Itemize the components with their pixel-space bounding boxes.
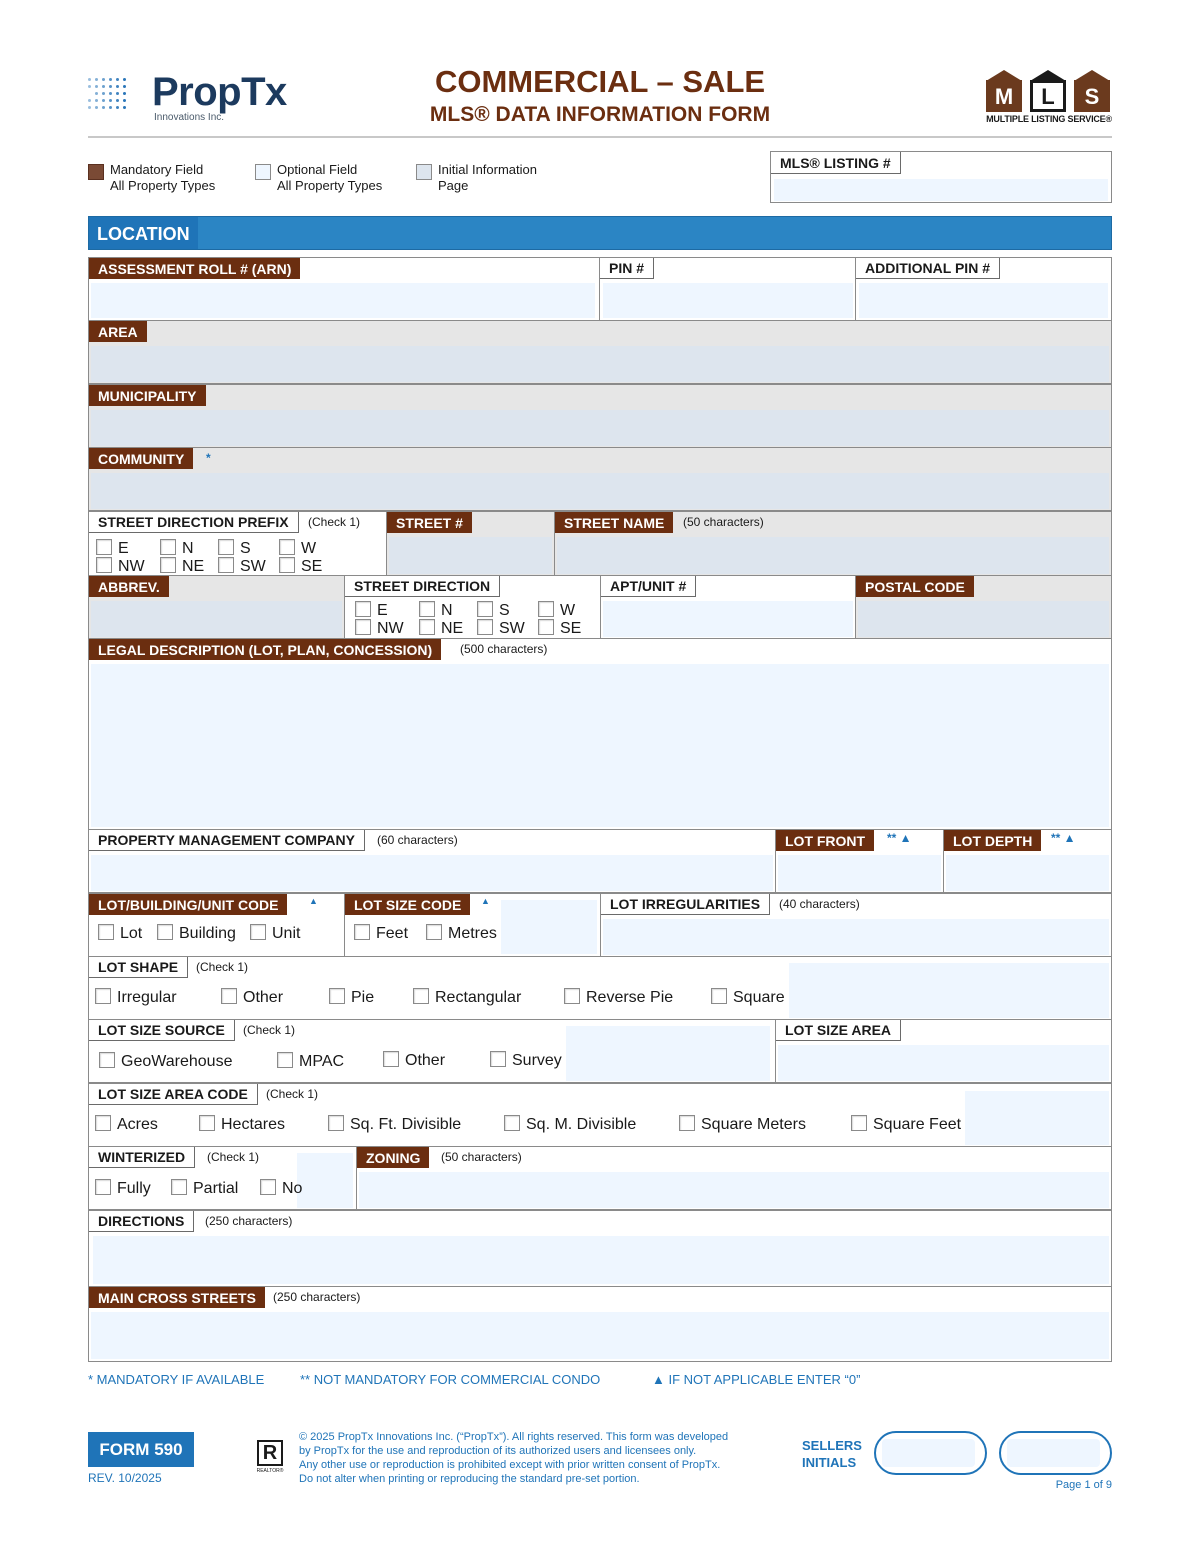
community-mark: * [206, 451, 211, 465]
page-title: COMMERCIAL – SALE [434, 64, 766, 99]
street-dir-prefix-field [88, 511, 387, 576]
lot-size-area-input[interactable] [778, 1045, 1109, 1081]
source-mpac-checkbox[interactable]: MPAC [277, 1052, 344, 1071]
municipality-field [88, 384, 1112, 448]
lot-depth-mark: ** ▲ [1051, 831, 1076, 845]
lot-size-code-mark: ▲ [481, 896, 490, 906]
section-location [88, 216, 1112, 250]
zoning-field [356, 1146, 1112, 1210]
pin-input[interactable] [603, 283, 853, 318]
dir-prefix-se-checkbox[interactable]: SE [279, 557, 322, 576]
area-label: AREA [89, 321, 147, 342]
lot-irregularities-input[interactable] [603, 919, 1109, 955]
directions-note: (250 characters) [205, 1214, 293, 1228]
lot-irregularities-label: LOT IRREGULARITIES [601, 894, 770, 915]
mls-caption: MULTIPLE LISTING SERVICE® [986, 114, 1112, 124]
page-subtitle: MLS® DATA INFORMATION FORM [429, 103, 771, 126]
property-management-label: PROPERTY MANAGEMENT COMPANY [89, 830, 365, 851]
winterized-fill [297, 1153, 353, 1208]
legend-mandatory-swatch [88, 164, 104, 180]
abbrev-input[interactable] [91, 601, 342, 637]
winterized-fully-checkbox[interactable]: Fully [95, 1179, 151, 1198]
additional-pin-input[interactable] [859, 283, 1108, 318]
legend-optional-swatch [255, 164, 271, 180]
lot-size-code-label: LOT SIZE CODE [345, 894, 470, 915]
lot-shape-field [88, 956, 1112, 1020]
lot-building-unit-field [88, 893, 345, 957]
pin-field [599, 257, 856, 321]
street-number-label: STREET # [387, 512, 472, 533]
area-input[interactable] [91, 346, 1109, 382]
header-divider [88, 136, 1112, 138]
winterized-field [88, 1146, 357, 1210]
zoning-note: (50 characters) [441, 1150, 522, 1164]
mls-listing-field [770, 151, 1112, 203]
zoning-input[interactable] [359, 1172, 1109, 1208]
source-other-checkbox[interactable]: Other [383, 1051, 445, 1070]
lot-irregularities-field [600, 893, 1112, 957]
lot-size-source-fill [566, 1026, 770, 1081]
dir-prefix-sw-checkbox[interactable]: SW [218, 557, 266, 576]
legend-optional: Optional Field All Property Types [277, 162, 383, 193]
lot-irregularities-note: (40 characters) [779, 897, 860, 911]
mls-logo [986, 70, 1112, 126]
directions-field [88, 1210, 1112, 1287]
lot-size-source-note: (Check 1) [243, 1023, 296, 1037]
footnote-mandatory-if-available: * MANDATORY IF AVAILABLE [88, 1372, 265, 1387]
area-code-square-feet-checkbox[interactable]: Square Feet [851, 1115, 961, 1134]
shape-rectangular-checkbox[interactable]: Rectangular [413, 988, 521, 1007]
apt-unit-label: APT/UNIT # [601, 576, 696, 597]
page-number: Page 1 of 9 [1055, 1479, 1112, 1491]
dir-prefix-s-checkbox[interactable]: S [218, 539, 251, 558]
legal-description-note: (500 characters) [460, 642, 548, 656]
sellers-initials-box-1[interactable] [874, 1431, 987, 1475]
additional-pin-label: ADDITIONAL PIN # [856, 258, 1000, 279]
form-number-badge: FORM 590 [88, 1432, 194, 1467]
lbu-lot-checkbox[interactable]: Lot [98, 924, 142, 943]
apt-unit-input[interactable] [603, 601, 853, 637]
footnote-commercial-condo: ** NOT MANDATORY FOR COMMERCIAL CONDO [300, 1372, 601, 1387]
mls-letter-s: S [1074, 80, 1110, 112]
lot-depth-field [943, 829, 1112, 893]
realtor-r-icon: R [257, 1440, 283, 1466]
lot-size-area-code-note: (Check 1) [266, 1087, 319, 1101]
community-input[interactable] [91, 473, 1109, 509]
street-name-input[interactable] [557, 537, 1109, 574]
dir-prefix-nw-checkbox[interactable]: NW [96, 557, 145, 576]
winterized-note: (Check 1) [207, 1150, 260, 1164]
dir-nw-checkbox[interactable]: NW [355, 619, 404, 638]
dir-n-checkbox[interactable]: N [419, 601, 453, 620]
mls-listing-input[interactable] [774, 179, 1108, 201]
additional-pin-field [855, 257, 1112, 321]
legal-description-input[interactable] [91, 664, 1109, 827]
abbrev-field [88, 575, 345, 639]
main-cross-streets-label: MAIN CROSS STREETS [89, 1287, 265, 1308]
winterized-no-checkbox[interactable]: No [260, 1179, 302, 1198]
municipality-label: MUNICIPALITY [89, 385, 206, 406]
area-code-sqm-divisible-checkbox[interactable]: Sq. M. Divisible [504, 1115, 636, 1134]
property-management-note: (60 characters) [377, 833, 458, 847]
street-name-label: STREET NAME [555, 512, 673, 533]
lot-size-source-label: LOT SIZE SOURCE [89, 1020, 235, 1041]
main-cross-streets-field [88, 1286, 1112, 1362]
lot-shape-fill [789, 963, 1109, 1018]
revision-date: REV. 10/2025 [88, 1471, 162, 1485]
shape-pie-checkbox[interactable]: Pie [329, 988, 374, 1007]
mls-letter-l: L [1030, 80, 1066, 112]
mls-letter-m: M [986, 80, 1022, 112]
area-field [88, 320, 1112, 384]
lot-size-area-code-fill [965, 1091, 1109, 1145]
municipality-input[interactable] [91, 410, 1109, 446]
mls-listing-label: MLS® LISTING # [771, 152, 901, 174]
directions-input[interactable] [93, 1236, 1109, 1284]
footnote-enter-zero: ▲ IF NOT APPLICABLE ENTER “0” [652, 1372, 861, 1387]
postal-code-field [855, 575, 1112, 639]
lot-size-area-field [775, 1019, 1112, 1083]
lot-building-unit-mark: ▲ [309, 896, 318, 906]
sellers-initials-box-2[interactable] [999, 1431, 1112, 1475]
dir-ne-checkbox[interactable]: NE [419, 619, 463, 638]
dir-s-checkbox[interactable]: S [477, 601, 510, 620]
main-cross-streets-input[interactable] [91, 1312, 1109, 1359]
legend-initial: Initial Information Page [438, 162, 537, 193]
dir-prefix-w-checkbox[interactable]: W [279, 539, 316, 558]
copyright-notice: © 2025 PropTx Innovations Inc. (“PropTx”). All rights reserved. This form was developed by PropTx for the use and reproduction of its authorized users and licensees only. Any other use or reproduction is prohibited except with prior written consent of PropTx. Do not alter when printing or reproducing the standard pre-set portion. [299, 1431, 729, 1485]
dir-se-checkbox[interactable]: SE [538, 619, 581, 638]
directions-label: DIRECTIONS [89, 1211, 194, 1232]
street-name-field [554, 511, 1112, 576]
property-management-input[interactable] [91, 855, 773, 891]
lot-size-area-label: LOT SIZE AREA [776, 1020, 901, 1041]
area-code-acres-checkbox[interactable]: Acres [95, 1115, 158, 1134]
dir-prefix-n-checkbox[interactable]: N [160, 539, 194, 558]
lbu-building-checkbox[interactable]: Building [157, 924, 236, 943]
lot-front-field [775, 829, 944, 893]
dir-w-checkbox[interactable]: W [538, 601, 575, 620]
postal-code-label: POSTAL CODE [856, 576, 974, 597]
shape-reverse-pie-checkbox[interactable]: Reverse Pie [564, 988, 673, 1007]
dir-sw-checkbox[interactable]: SW [477, 619, 525, 638]
lot-front-mark: ** ▲ [887, 831, 912, 845]
legend-mandatory: Mandatory Field All Property Types [110, 162, 216, 193]
shape-other-checkbox[interactable]: Other [221, 988, 283, 1007]
legend-initial-swatch [416, 164, 432, 180]
winterized-partial-checkbox[interactable]: Partial [171, 1179, 238, 1198]
lbu-unit-checkbox[interactable]: Unit [250, 924, 300, 943]
apt-unit-field [600, 575, 856, 639]
lot-shape-note: (Check 1) [196, 960, 249, 974]
community-label: COMMUNITY [89, 448, 193, 469]
lot-size-code-field [344, 893, 601, 957]
area-code-square-meters-checkbox[interactable]: Square Meters [679, 1115, 806, 1134]
abbrev-label: ABBREV. [89, 576, 169, 597]
brand-sub: Innovations Inc. [154, 112, 225, 123]
lot-size-area-code-label: LOT SIZE AREA CODE [89, 1084, 258, 1105]
zoning-label: ZONING [357, 1147, 429, 1168]
lot-shape-label: LOT SHAPE [89, 957, 188, 978]
area-code-sqft-divisible-checkbox[interactable]: Sq. Ft. Divisible [328, 1115, 461, 1134]
area-code-hectares-checkbox[interactable]: Hectares [199, 1115, 285, 1134]
street-number-field [386, 511, 555, 576]
street-number-input[interactable] [389, 537, 552, 574]
realtor-text: REALTOR® [256, 1468, 284, 1474]
shape-irregular-checkbox[interactable]: Irregular [95, 988, 177, 1007]
realtor-logo [255, 1440, 285, 1474]
section-title: LOCATION [89, 217, 198, 249]
source-geowarehouse-checkbox[interactable]: GeoWarehouse [99, 1052, 232, 1071]
lot-size-code-fill [501, 900, 597, 954]
street-dir-prefix-label: STREET DIRECTION PREFIX [89, 512, 299, 533]
sellers-initials-label: SELLERS INITIALS [802, 1438, 862, 1470]
arn-field [88, 257, 600, 321]
lot-depth-label: LOT DEPTH [944, 830, 1041, 851]
dir-e-checkbox[interactable]: E [355, 601, 388, 620]
lsc-metres-checkbox[interactable]: Metres [426, 924, 497, 943]
arn-label: ASSESSMENT ROLL # (ARN) [89, 258, 300, 279]
property-management-field [88, 829, 776, 893]
arn-input[interactable] [91, 283, 595, 318]
lot-size-source-field [88, 1019, 776, 1083]
lot-building-unit-label: LOT/BUILDING/UNIT CODE [89, 894, 287, 915]
legal-description-field [88, 638, 1112, 830]
postal-code-input[interactable] [858, 601, 1109, 637]
community-field [88, 447, 1112, 511]
lot-front-input[interactable] [778, 855, 941, 891]
street-direction-label: STREET DIRECTION [345, 576, 500, 597]
legal-description-label: LEGAL DESCRIPTION (LOT, PLAN, CONCESSION) [89, 639, 441, 660]
source-survey-checkbox[interactable]: Survey [490, 1051, 562, 1070]
pin-label: PIN # [600, 258, 654, 279]
street-dir-prefix-note: (Check 1) [308, 515, 361, 529]
lsc-feet-checkbox[interactable]: Feet [354, 924, 408, 943]
lot-front-label: LOT FRONT [776, 830, 874, 851]
street-name-note: (50 characters) [683, 515, 764, 529]
lot-depth-input[interactable] [946, 855, 1109, 891]
brand-name: PropTx [152, 70, 287, 114]
dir-prefix-e-checkbox[interactable]: E [96, 539, 129, 558]
lot-size-area-code-field [88, 1083, 1112, 1147]
shape-square-checkbox[interactable]: Square [711, 988, 785, 1007]
dir-prefix-ne-checkbox[interactable]: NE [160, 557, 204, 576]
main-cross-streets-note: (250 characters) [273, 1290, 361, 1304]
winterized-label: WINTERIZED [89, 1147, 195, 1168]
street-direction-field [344, 575, 601, 639]
